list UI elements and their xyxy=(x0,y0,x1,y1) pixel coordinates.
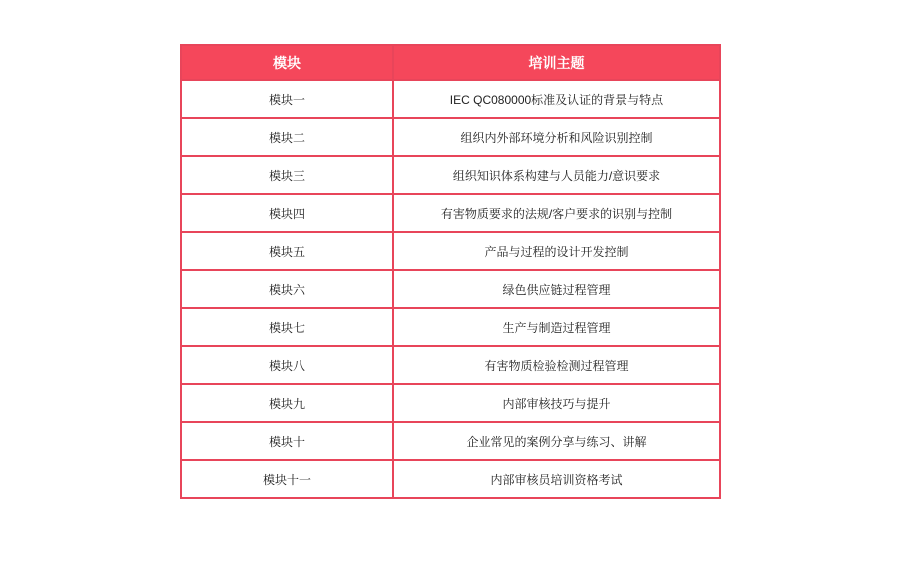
table-row xyxy=(181,80,720,118)
module-cell: 模块一 xyxy=(181,80,393,118)
table-row xyxy=(181,422,720,460)
table-row xyxy=(181,232,720,270)
training-modules-table xyxy=(180,44,721,499)
module-cell: 模块五 xyxy=(181,232,393,270)
topic-cell: 组织内外部环境分析和风险识别控制 xyxy=(393,118,720,156)
table-row xyxy=(181,346,720,384)
topic-cell: 组织知识体系构建与人员能力/意识要求 xyxy=(393,156,720,194)
module-cell: 模块三 xyxy=(181,156,393,194)
topic-cell: 有害物质检验检测过程管理 xyxy=(393,346,720,384)
module-cell: 模块四 xyxy=(181,194,393,232)
topic-cell: 产品与过程的设计开发控制 xyxy=(393,232,720,270)
topic-cell: 有害物质要求的法规/客户要求的识别与控制 xyxy=(393,194,720,232)
header-training-topic: 培训主题 xyxy=(393,45,720,80)
module-cell: 模块六 xyxy=(181,270,393,308)
table-row xyxy=(181,460,720,498)
module-cell: 模块八 xyxy=(181,346,393,384)
topic-cell: 绿色供应链过程管理 xyxy=(393,270,720,308)
topic-cell: 企业常见的案例分享与练习、讲解 xyxy=(393,422,720,460)
module-cell: 模块十 xyxy=(181,422,393,460)
module-cell: 模块二 xyxy=(181,118,393,156)
training-table-container xyxy=(180,44,719,499)
header-module: 模块 xyxy=(181,45,393,80)
table-row xyxy=(181,194,720,232)
topic-cell: IEC QC080000标准及认证的背景与特点 xyxy=(393,80,720,118)
module-cell: 模块九 xyxy=(181,384,393,422)
topic-cell: 生产与制造过程管理 xyxy=(393,308,720,346)
topic-cell: 内部审核技巧与提升 xyxy=(393,384,720,422)
table-row xyxy=(181,118,720,156)
module-cell: 模块十一 xyxy=(181,460,393,498)
module-cell: 模块七 xyxy=(181,308,393,346)
table-row xyxy=(181,308,720,346)
table-row xyxy=(181,156,720,194)
table-row xyxy=(181,384,720,422)
topic-cell: 内部审核员培训资格考试 xyxy=(393,460,720,498)
table-header-row xyxy=(181,45,720,80)
table-row xyxy=(181,270,720,308)
